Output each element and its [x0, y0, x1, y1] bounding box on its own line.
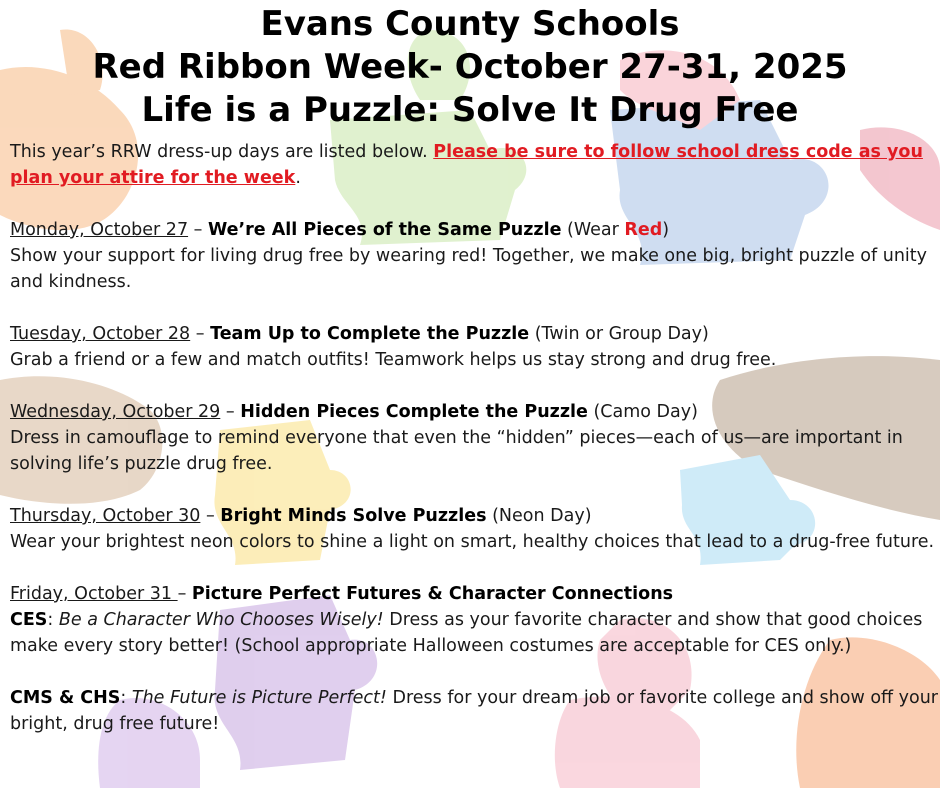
day-date: Thursday, October 30: [10, 506, 201, 526]
day-theme: Hidden Pieces Complete the Puzzle: [240, 402, 588, 422]
intro-period: .: [295, 168, 301, 188]
dress-code-notice: Please be sure to follow school dress code as you plan your attire for the week: [10, 142, 923, 188]
day-date: Friday, October 31: [10, 584, 178, 604]
day-heading-friday: [10, 581, 938, 607]
ces-slogan: Be a Character Who Chooses Wisely!: [58, 610, 384, 630]
ces-text: Dress as your favorite character and show that good choices make every story better! (School appropriate Halloween costumes are acceptable for CES only.): [10, 610, 923, 656]
day-note-post: ): [662, 220, 670, 240]
day-note: (Camo Day): [587, 402, 698, 422]
day-heading-monday: [10, 217, 938, 243]
cms-chs-label: CMS & CHS: [10, 688, 121, 708]
ces-paragraph: [10, 607, 938, 659]
day-note-pre: (Wear: [561, 220, 625, 240]
day-heading-thursday: [10, 503, 938, 529]
day-dash: –: [190, 324, 211, 344]
day-description: Dress in camouflage to remind everyone that even the “hidden” pieces—each of us—are important in solving life’s puzzle drug free.: [10, 428, 903, 474]
flyer-body: [10, 139, 938, 737]
day-description: Wear your brightest neon colors to shine a light on smart, healthy choices that lead to a drug-free future.: [10, 532, 935, 552]
cms-chs-text: Dress for your dream job or favorite college and show off your bright, drug free future!: [10, 688, 939, 734]
day-theme: We’re All Pieces of the Same Puzzle: [207, 220, 562, 240]
title-line-1: Evans County Schools: [260, 4, 680, 44]
day-theme: Team Up to Complete the Puzzle: [210, 324, 530, 344]
day-date: Wednesday, October 29: [10, 402, 221, 422]
day-dash: –: [220, 402, 241, 422]
day-theme: Bright Minds Solve Puzzles: [220, 506, 487, 526]
day-heading-wednesday: [10, 399, 938, 425]
cms-colon: :: [120, 688, 132, 708]
header: [0, 3, 940, 132]
ces-label: CES: [10, 610, 48, 630]
cms-chs-paragraph: [10, 685, 938, 737]
ces-colon: :: [47, 610, 59, 630]
day-dash: –: [200, 506, 221, 526]
day-heading-tuesday: [10, 321, 938, 347]
day-dash: –: [177, 584, 192, 604]
title-line-3: Life is a Puzzle: Solve It Drug Free: [141, 90, 799, 130]
day-date: Tuesday, October 28: [10, 324, 191, 344]
day-dash: –: [188, 220, 208, 240]
day-description: Grab a friend or a few and match outfits! Teamwork helps us stay strong and drug free.: [10, 350, 777, 370]
day-note: (Neon Day): [486, 506, 592, 526]
day-theme: Picture Perfect Futures & Character Connections: [191, 584, 674, 604]
title-line-2: Red Ribbon Week- October 27-31, 2025: [92, 47, 848, 87]
intro-paragraph: [10, 139, 938, 191]
cms-chs-slogan: The Future is Picture Perfect!: [131, 688, 387, 708]
day-note-red: Red: [624, 220, 663, 240]
intro-text: This year’s RRW dress-up days are listed below.: [10, 142, 428, 162]
day-date: Monday, October 27: [10, 220, 189, 240]
day-description: Show your support for living drug free by wearing red! Together, we make one big, bright puzzle of unity and kindness.: [10, 246, 927, 292]
day-note: (Twin or Group Day): [529, 324, 709, 344]
